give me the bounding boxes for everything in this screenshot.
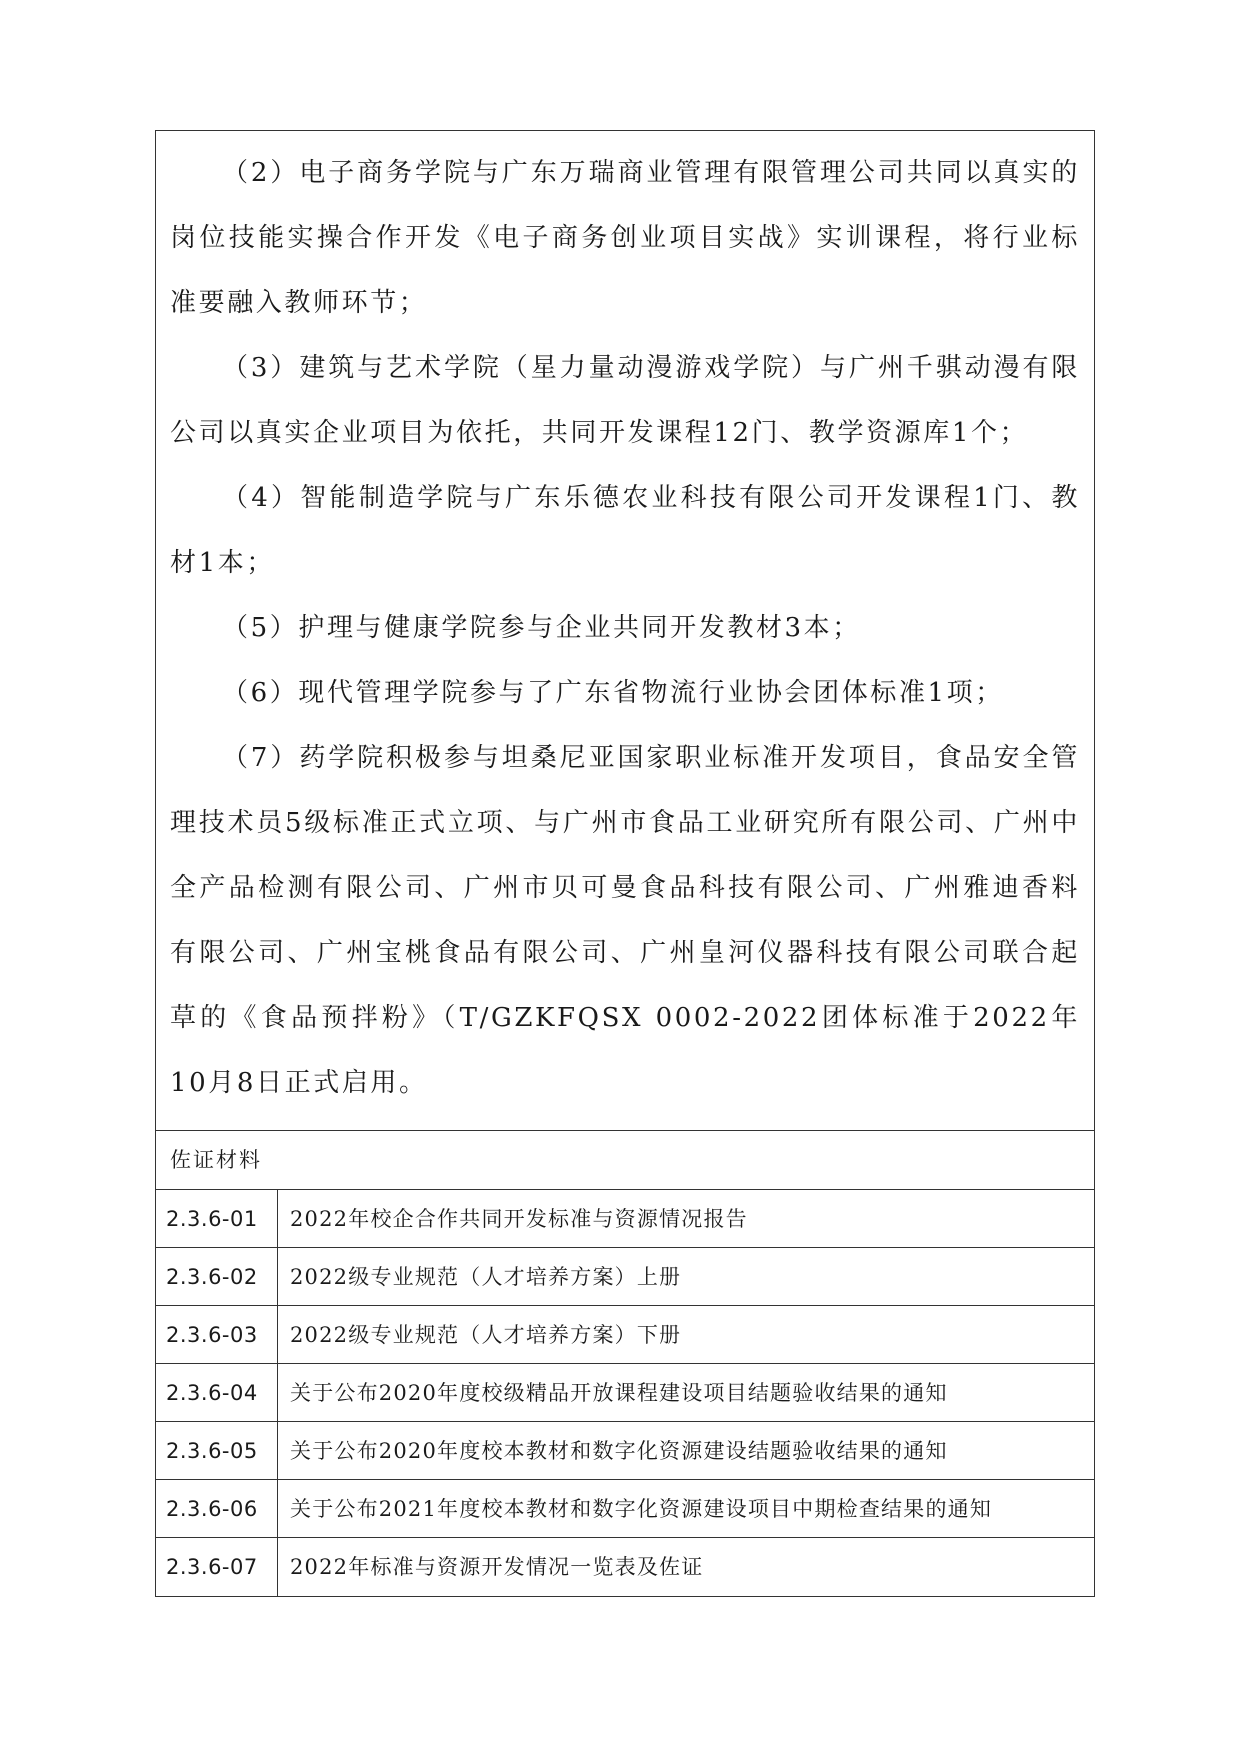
evidence-code: 2.3.6-05	[156, 1422, 278, 1479]
paragraph-3: （3）建筑与艺术学院（星力量动漫游戏学院）与广州千骐动漫有限公司以真实企业项目为依托，共同开发课程12门、教学资源库1个；	[170, 353, 1080, 448]
narrative-cell	[156, 131, 1094, 1131]
paragraph-4: （4）智能制造学院与广东乐德农业科技有限公司开发课程1门、教材1本；	[170, 483, 1080, 578]
evidence-code: 2.3.6-06	[156, 1480, 278, 1537]
evidence-code: 2.3.6-07	[156, 1538, 278, 1596]
evidence-title: 关于公布2020年度校级精品开放课程建设项目结题验收结果的通知	[290, 1381, 948, 1405]
evidence-row	[156, 1190, 1094, 1248]
evidence-header: 佐证材料	[156, 1131, 1094, 1190]
evidence-list	[156, 1190, 1094, 1596]
paragraph-7: （7）药学院积极参与坦桑尼亚国家职业标准开发项目，食品安全管理技术员5级标准正式立项、与广州市食品工业研究所有限公司、广州中全产品检测有限公司、广州市贝可曼食品科技有限公司、广州雅迪香料有限公司、广州宝桃食品有限公司、广州皇河仪器科技有限公司联合起草的《食品预拌粉》（T/GZKFQSX 0002-2022团体标准于2022年10月8日正式启用。	[170, 743, 1080, 1098]
evidence-title: 2022年校企合作共同开发标准与资源情况报告	[290, 1207, 748, 1231]
evidence-row	[156, 1538, 1094, 1596]
evidence-code: 2.3.6-02	[156, 1248, 278, 1305]
evidence-row	[156, 1306, 1094, 1364]
evidence-code: 2.3.6-04	[156, 1364, 278, 1421]
evidence-code: 2.3.6-03	[156, 1306, 278, 1363]
document-table	[155, 130, 1095, 1597]
evidence-title: 关于公布2020年度校本教材和数字化资源建设结题验收结果的通知	[290, 1439, 948, 1463]
evidence-title: 2022级专业规范（人才培养方案）下册	[290, 1323, 682, 1347]
paragraph-2: （2）电子商务学院与广东万瑞商业管理有限管理公司共同以真实的岗位技能实操合作开发《电子商务创业项目实战》实训课程，将行业标准要融入教师环节；	[170, 158, 1080, 318]
paragraph-5: （5）护理与健康学院参与企业共同开发教材3本；	[222, 613, 861, 643]
evidence-title: 2022年标准与资源开发情况一览表及佐证	[290, 1555, 704, 1579]
evidence-row	[156, 1480, 1094, 1538]
evidence-title: 2022级专业规范（人才培养方案）上册	[290, 1265, 682, 1289]
evidence-title: 关于公布2021年度校本教材和数字化资源建设项目中期检查结果的通知	[290, 1497, 993, 1521]
evidence-row	[156, 1364, 1094, 1422]
evidence-row	[156, 1248, 1094, 1306]
paragraph-6: （6）现代管理学院参与了广东省物流行业协会团体标准1项；	[222, 678, 1004, 708]
evidence-code: 2.3.6-01	[156, 1190, 278, 1247]
evidence-row	[156, 1422, 1094, 1480]
